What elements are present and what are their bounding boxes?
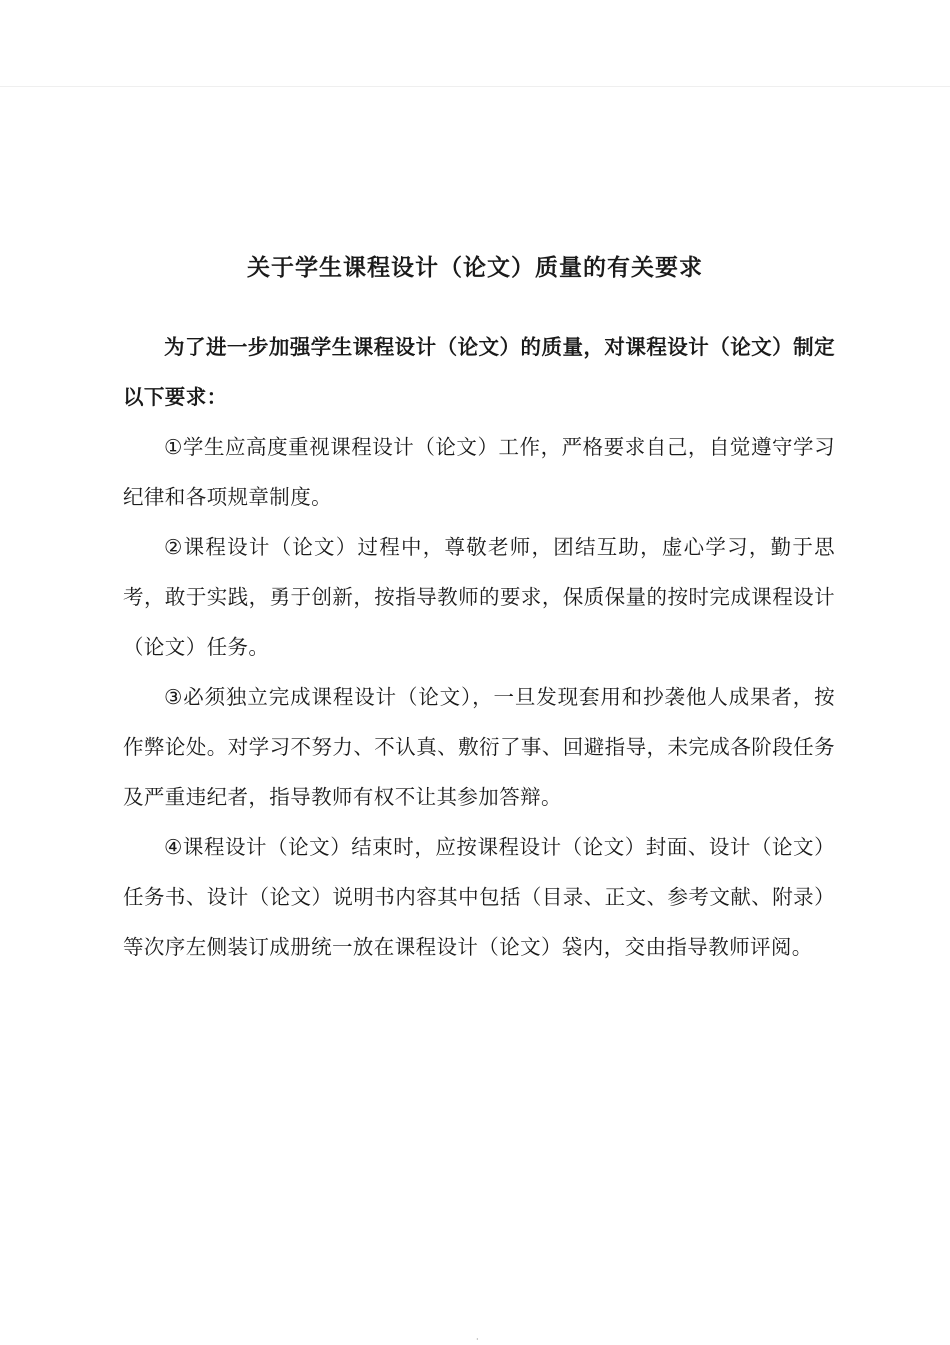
requirement-item-2: ②课程设计（论文）过程中，尊敬老师，团结互助，虚心学习，勤于思考，敢于实践，勇于创新，按指导教师的要求，保质保量的按时完成课程设计（论文）任务。 [123,535,835,659]
page-footer-mark: · [476,1335,479,1344]
intro-paragraph: 为了进一步加强学生课程设计（论文）的质量，对课程设计（论文）制定以下要求： [123,335,835,409]
requirement-item-3: ③必须独立完成课程设计（论文），一旦发现套用和抄袭他人成果者，按作弊论处。对学习不努力、不认真、敷衍了事、回避指导，未完成各阶段任务及严重违纪者，指导教师有权不让其参加答辩。 [123,685,835,809]
document-title: 关于学生课程设计（论文）质量的有关要求 [247,255,703,281]
requirement-item-4: ④课程设计（论文）结束时，应按课程设计（论文）封面、设计（论文）任务书、设计（论文）说明书内容其中包括（目录、正文、参考文献、附录）等次序左侧装订成册统一放在课程设计（论文）袋内，交由指导教师评阅。 [123,835,835,959]
requirement-item-1: ①学生应高度重视课程设计（论文）工作，严格要求自己，自觉遵守学习纪律和各项规章制度。 [123,435,835,509]
document-body [123,322,835,972]
page-top-divider [0,86,950,87]
